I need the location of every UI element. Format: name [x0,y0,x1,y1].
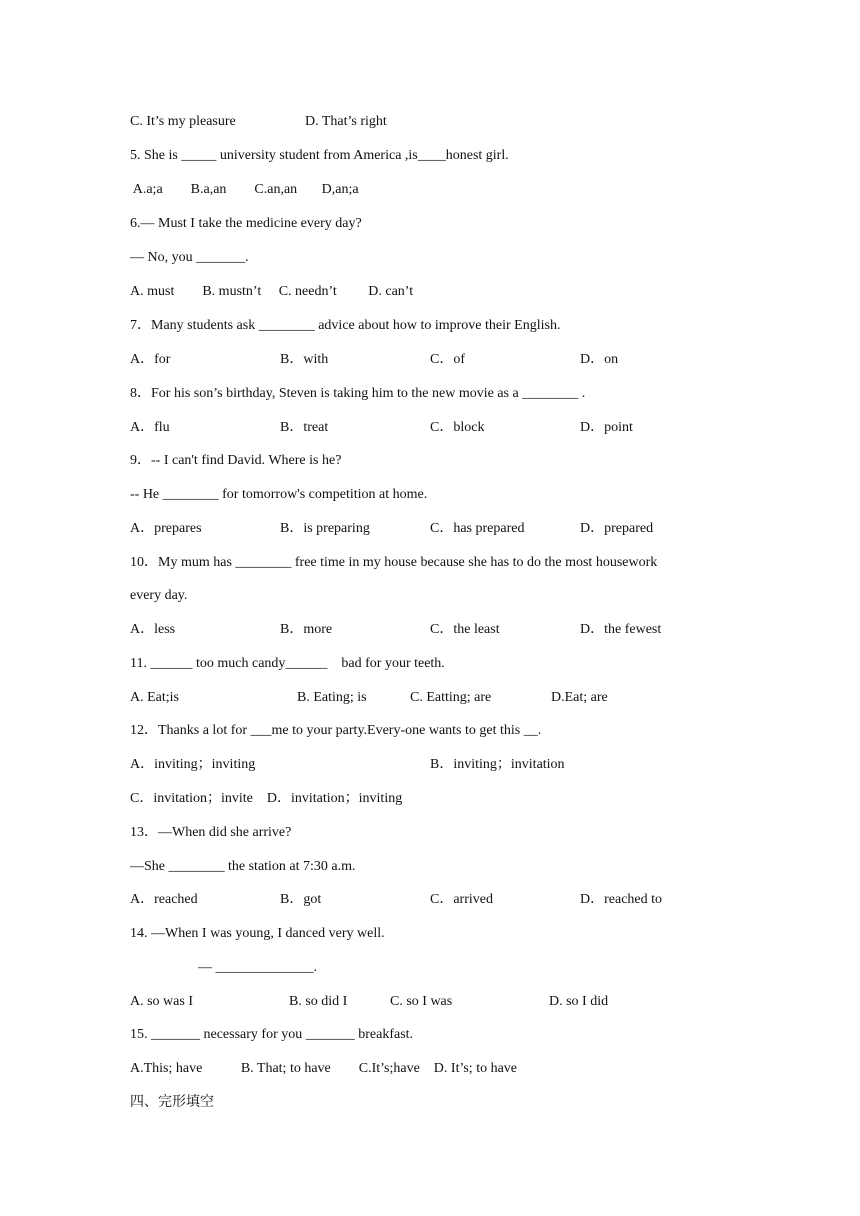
q9-option-c: C．has prepared [430,521,525,536]
q6-options: A. must B. mustn’t C. needn’t D. can’t [130,284,414,299]
q12-option-a: A．inviting；inviting [130,757,256,772]
q12-options-cd: C．invitation；invite D．invitation；inviting [130,791,403,806]
q4-option-d: D. That’s right [305,114,387,129]
q4-option-c: C. It’s my pleasure [130,114,236,129]
q11-question: 11. ______ too much candy______ bad for your teeth. [130,656,445,671]
q13-question: 13．—When did she arrive? [130,825,292,840]
q10-question-cont: every day. [130,588,188,603]
q7-question: 7．Many students ask ________ advice about how to improve their English. [130,318,561,333]
q7-option-d: D．on [580,352,619,367]
q8-question: 8．For his son’s birthday, Steven is taking him to the new movie as a ________ . [130,386,586,401]
q9-answer-line: -- He ________ for tomorrow's competition at home. [130,487,428,502]
q6-answer-line: — No, you _______. [130,250,249,265]
q6-question: 6.— Must I take the medicine every day? [130,216,362,231]
q7-option-c: C．of [430,352,465,367]
q12-option-b: B．inviting；invitation [430,757,565,772]
q9-option-d: D．prepared [580,521,654,536]
q11-option-d: D.Eat; are [551,690,608,705]
q14-question: 14. —When I was young, I danced very well. [130,926,385,941]
q8-option-d: D．point [580,420,633,435]
q9-option-a: A．prepares [130,521,202,536]
q15-question: 15. _______ necessary for you _______ breakfast. [130,1027,414,1042]
q7-option-b: B．with [280,352,329,367]
q11-option-b: B. Eating; is [297,690,367,705]
q13-option-a: A．reached [130,892,198,907]
q10-option-c: C．the least [430,622,500,637]
q10-question: 10．My mum has ________ free time in my house because she has to do the most housework [130,555,658,570]
q13-option-b: B．got [280,892,322,907]
section-heading-cloze: 四、完形填空 [130,1095,214,1110]
q14-option-d: D. so I did [549,994,609,1009]
q7-option-a: A．for [130,352,171,367]
q13-answer-line: —She ________ the station at 7:30 a.m. [130,859,356,874]
q9-question: 9．-- I can't find David. Where is he? [130,453,342,468]
q12-question: 12．Thanks a lot for ___me to your party.Every-one wants to get this __. [130,723,542,738]
q13-option-c: C．arrived [430,892,493,907]
q10-option-a: A．less [130,622,176,637]
q8-option-b: B．treat [280,420,329,435]
q14-option-c: C. so I was [390,994,453,1009]
q5-question: 5. She is _____ university student from America ,is____honest girl. [130,148,509,163]
q9-option-b: B．is preparing [280,521,370,536]
q5-options: A.a;a B.a,an C.an,an D,an;a [130,182,359,197]
q14-option-a: A. so was I [130,994,193,1009]
q15-options: A.This; have B. That; to have C.It’s;have D. It’s; to have [130,1061,518,1076]
q14-option-b: B. so did I [289,994,348,1009]
q11-option-c: C. Eatting; are [410,690,492,705]
q11-option-a: A. Eat;is [130,690,179,705]
q13-option-d: D．reached to [580,892,663,907]
q8-option-c: C．block [430,420,485,435]
q10-option-d: D．the fewest [580,622,662,637]
q8-option-a: A．flu [130,420,170,435]
q14-answer-line: — ______________. [198,960,317,975]
q10-option-b: B．more [280,622,333,637]
